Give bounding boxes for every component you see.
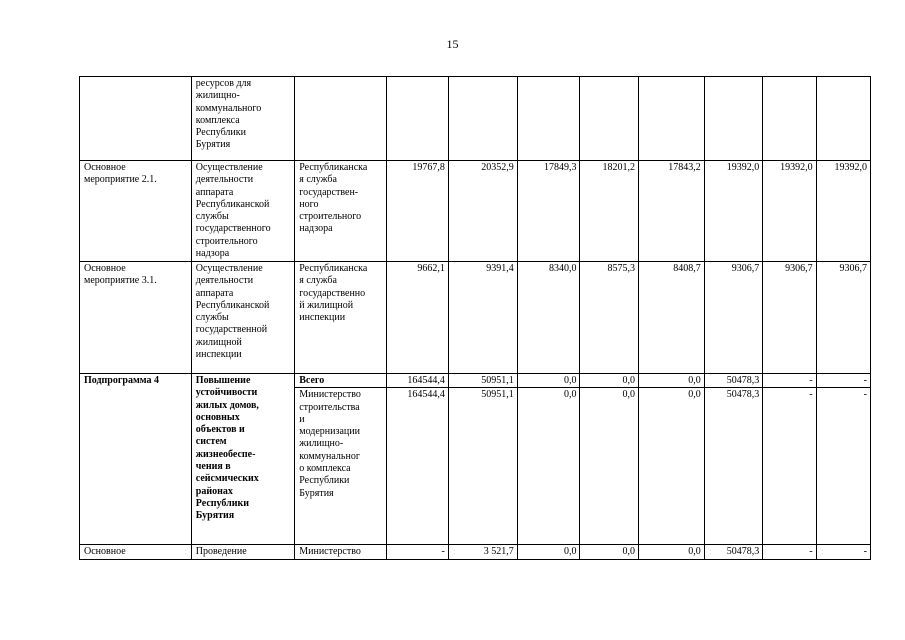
cell-value (517, 77, 580, 161)
cell-executor: Республиканска я служба государственно й жилищной инспекции (295, 262, 387, 374)
cell-value: 9306,7 (816, 262, 870, 374)
cell-value: 0,0 (638, 388, 704, 545)
cell-value: - (763, 374, 816, 388)
cell-executor: Министерство (295, 545, 387, 559)
cell-value: 17849,3 (517, 161, 580, 262)
table-row (80, 374, 871, 388)
cell-value: 8340,0 (517, 262, 580, 374)
cell-value: 50478,3 (704, 545, 763, 559)
cell-value: 0,0 (517, 545, 580, 559)
cell-value (387, 77, 449, 161)
cell-value: 9306,7 (704, 262, 763, 374)
cell-executor (295, 77, 387, 161)
cell-value: 19767,8 (387, 161, 449, 262)
cell-value: - (763, 545, 816, 559)
cell-value: 19392,0 (816, 161, 870, 262)
cell-value: 50951,1 (448, 388, 517, 545)
cell-value (763, 77, 816, 161)
cell-value: 0,0 (517, 374, 580, 388)
table-row (80, 262, 871, 374)
cell-value: 50478,3 (704, 374, 763, 388)
cell-program-code: Основное (80, 545, 192, 559)
budget-table (79, 76, 871, 560)
cell-value: 0,0 (580, 545, 639, 559)
cell-value: 18201,2 (580, 161, 639, 262)
cell-executor: Всего (295, 374, 387, 388)
cell-value: 8408,7 (638, 262, 704, 374)
cell-value: 50478,3 (704, 388, 763, 545)
table-row (80, 77, 871, 161)
cell-executor: Республиканска я служба государствен- ного строительного надзора (295, 161, 387, 262)
cell-value: 0,0 (638, 374, 704, 388)
cell-program-name: Осуществление деятельности аппарата Республиканской службы государственной жилищной инспекции (191, 262, 294, 374)
cell-value: 0,0 (638, 545, 704, 559)
cell-program-name: Повышение устойчивости жилых домов, основных объектов и систем жизнеобеспе- чения в сейсмических районах Республики Бурятия (191, 374, 294, 545)
cell-value: 164544,4 (387, 374, 449, 388)
cell-value (704, 77, 763, 161)
cell-value: - (763, 388, 816, 545)
table-row (80, 161, 871, 262)
cell-value: 50951,1 (448, 374, 517, 388)
cell-program-code: Подпрограмма 4 (80, 374, 192, 545)
cell-value: 8575,3 (580, 262, 639, 374)
cell-value: 17843,2 (638, 161, 704, 262)
cell-value: 9391,4 (448, 262, 517, 374)
cell-program-code (80, 77, 192, 161)
cell-value: - (816, 545, 870, 559)
cell-value (580, 77, 639, 161)
cell-value: 0,0 (580, 374, 639, 388)
cell-value: - (816, 374, 870, 388)
cell-value: 3 521,7 (448, 545, 517, 559)
cell-program-code: Основное мероприятие 2.1. (80, 161, 192, 262)
cell-value: 9306,7 (763, 262, 816, 374)
cell-value (638, 77, 704, 161)
cell-value (816, 77, 870, 161)
cell-value: 9662,1 (387, 262, 449, 374)
table-row (80, 545, 871, 559)
cell-value: 19392,0 (763, 161, 816, 262)
cell-value: 0,0 (580, 388, 639, 545)
cell-program-name: Проведение (191, 545, 294, 559)
cell-value: 0,0 (517, 388, 580, 545)
cell-program-name: Осуществление деятельности аппарата Республиканской службы государственного строительного надзора (191, 161, 294, 262)
cell-value: 19392,0 (704, 161, 763, 262)
cell-value (448, 77, 517, 161)
cell-executor: Министерство строительства и модернизации жилищно- коммунальног о комплекса Республики Бурятия (295, 388, 387, 545)
cell-value: - (387, 545, 449, 559)
cell-value: 164544,4 (387, 388, 449, 545)
cell-program-name: ресурсов для жилищно- коммунального комплекса Республики Бурятия (191, 77, 294, 161)
cell-value: 20352,9 (448, 161, 517, 262)
cell-program-code: Основное мероприятие 3.1. (80, 262, 192, 374)
page-number: 15 (446, 37, 459, 51)
cell-value: - (816, 388, 870, 545)
